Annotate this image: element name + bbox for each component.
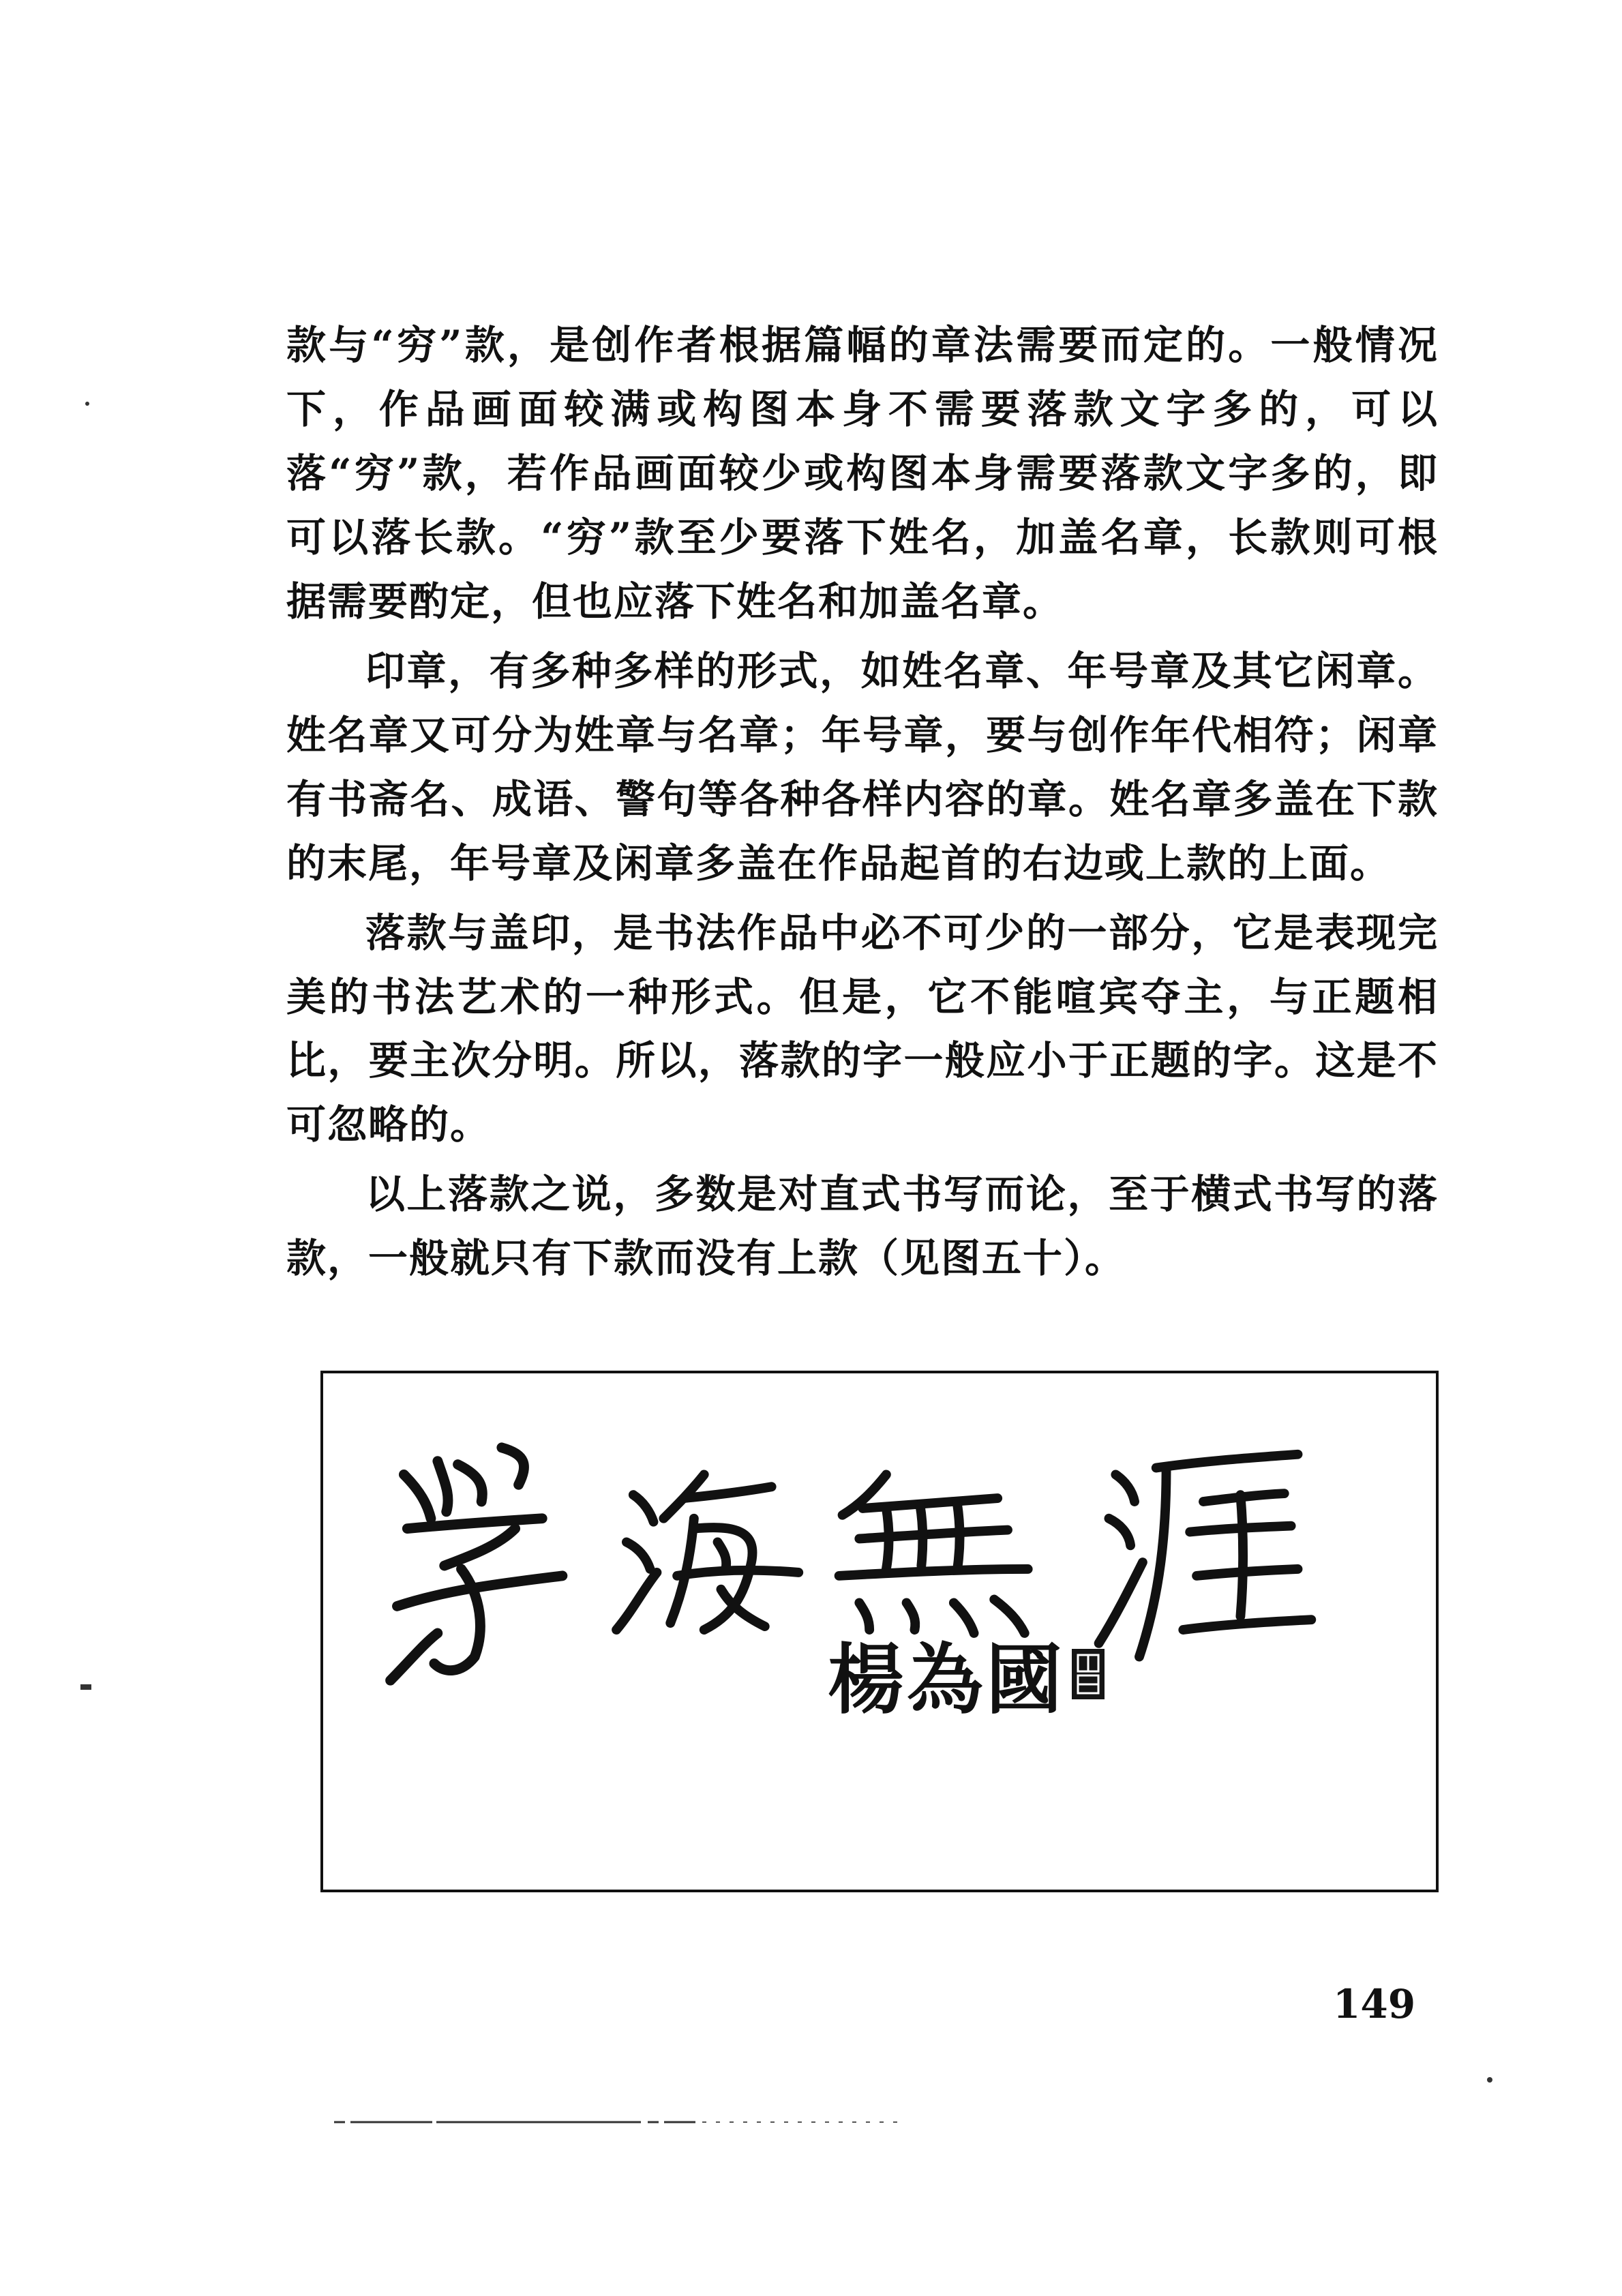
signature-row (828, 1619, 1105, 1729)
artist-signature: 楊為國 (828, 1635, 1065, 1725)
paragraph-2: 印章，有多种多样的形式，如姓名章、年号章及其它闲章。姓名章又可分为姓章与名章；年号章，要与创作年代相符；闲章有书斋名、成语、警句等各种各样内容的章。姓名章多盖在下款的末尾，年号章及闲章多盖在作品起首的右边或上款的上面。 (286, 647, 1439, 886)
scan-mark (80, 1684, 91, 1690)
paragraph-1: 款与“穷”款，是创作者根据篇幅的章法需要而定的。一般情况下，作品画面较满或构图本身不需要落款文字多的，可以落“穷”款，若作品画面较少或构图本身需要落款文字多的，即可以落长款。“穷”款至少要落下姓名，加盖名章，长款则可根据需要酌定，但也应落下姓名和加盖名章。 (286, 322, 1439, 625)
body-text (286, 314, 1439, 1296)
calligraphy-artwork-frame (320, 1371, 1439, 1892)
scan-dot (85, 402, 89, 406)
paragraph-3: 落款与盖印，是书法作品中必不可少的一部分，它是表现完美的书法艺术的一种形式。但是，它不能喧宾夺主，与正题相比，要主次分明。所以，落款的字一般应小于正题的字。这是不可忽略的。 (286, 909, 1439, 1148)
paragraph-4: 以上落款之说，多数是对直式书写而论，至于横式书写的落款，一般就只有下款而没有上款（见图五十）。 (286, 1171, 1439, 1282)
page-number: 149 (1333, 1981, 1416, 2027)
scan-dot (1487, 2077, 1492, 2083)
name-seal-icon (1072, 1649, 1105, 1699)
